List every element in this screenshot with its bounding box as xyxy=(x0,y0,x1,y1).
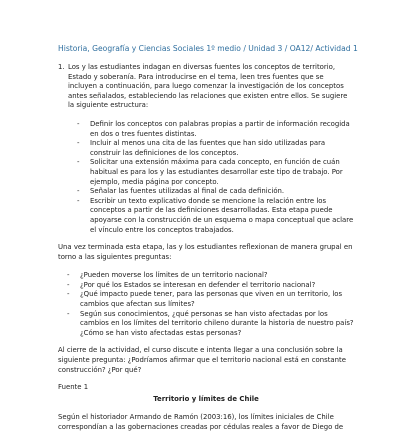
questions-list xyxy=(58,271,354,338)
step-item: - Señalar las fuentes utilizadas al final de cada definición. xyxy=(90,187,354,197)
activity-item xyxy=(58,63,354,235)
question-item: - ¿Qué impacto puede tener, para las personas que viven en un territorio, los cambios que afectan sus límites? xyxy=(80,290,354,309)
step-item: - Solicitar una extensión máxima para cada concepto, en función de cuán habitual es para los y las estudiantes desarrollar este tipo de trabajo. Por ejemplo, media página por concepto. xyxy=(90,158,354,187)
document-body xyxy=(58,63,354,433)
source-title: Territorio y límites de Chile xyxy=(153,394,259,403)
activity-intro: Los y las estudiantes indagan en diversas fuentes los conceptos de territorio, Estado y soberanía. Para introducirse en el tema, leen tres fuentes que se incluyen a continuación, para luego comenzar la investigación de los conceptos antes señalados, estableciendo las relaciones que existen entre ellos. Se sugiere la siguiente estructura: xyxy=(68,63,348,110)
question-item: - ¿Pueden moverse los límites de un territorio nacional? xyxy=(80,271,354,281)
item-number: 1. xyxy=(58,63,65,71)
source-label: Fuente 1 xyxy=(58,383,89,392)
closing-paragraph: Al cierre de la actividad, el curso discute e intenta llegar a una conclusión sobre la siguiente pregunta: ¿Podríamos afirmar que el territorio nacional está en constante construcción? ¿Por qué? xyxy=(58,346,346,374)
steps-list xyxy=(68,120,354,235)
step-item: - Definir los conceptos con palabras propias a partir de información recogida en dos o tres fuentes distintas. xyxy=(90,120,354,139)
page-header: Historia, Geografía y Ciencias Sociales 1º medio / Unidad 3 / OA12/ Actividad 1 xyxy=(58,44,358,53)
question-item: - Según sus conocimientos, ¿qué personas se han visto afectadas por los cambios en los límites del territorio chileno durante la historia de nuestro país? ¿Cómo se han visto afectadas estas personas? xyxy=(80,310,354,339)
question-item: - ¿Por qué los Estados se interesan en defender el territorio nacional? xyxy=(80,281,354,291)
reflection-intro: Una vez terminada esta etapa, las y los estudiantes reflexionan de manera grupal en torno a las siguientes preguntas: xyxy=(58,243,353,261)
source-text: Según el historiador Armando de Ramón (2003:16), los límites iniciales de Chile correspondían a las gobernaciones creadas por cédulas reales a favor de Diego de xyxy=(58,413,344,431)
step-item: - Incluir al menos una cita de las fuentes que han sido utilizadas para construir las definiciones de los conceptos. xyxy=(90,139,354,158)
step-item: - Escribir un texto explicativo donde se mencione la relación entre los conceptos a partir de las definiciones desarrolladas. Esta etapa puede apoyarse con la construcción de un esquema o mapa conceptual que aclare el vínculo entre los conceptos trabajados. xyxy=(90,197,354,235)
